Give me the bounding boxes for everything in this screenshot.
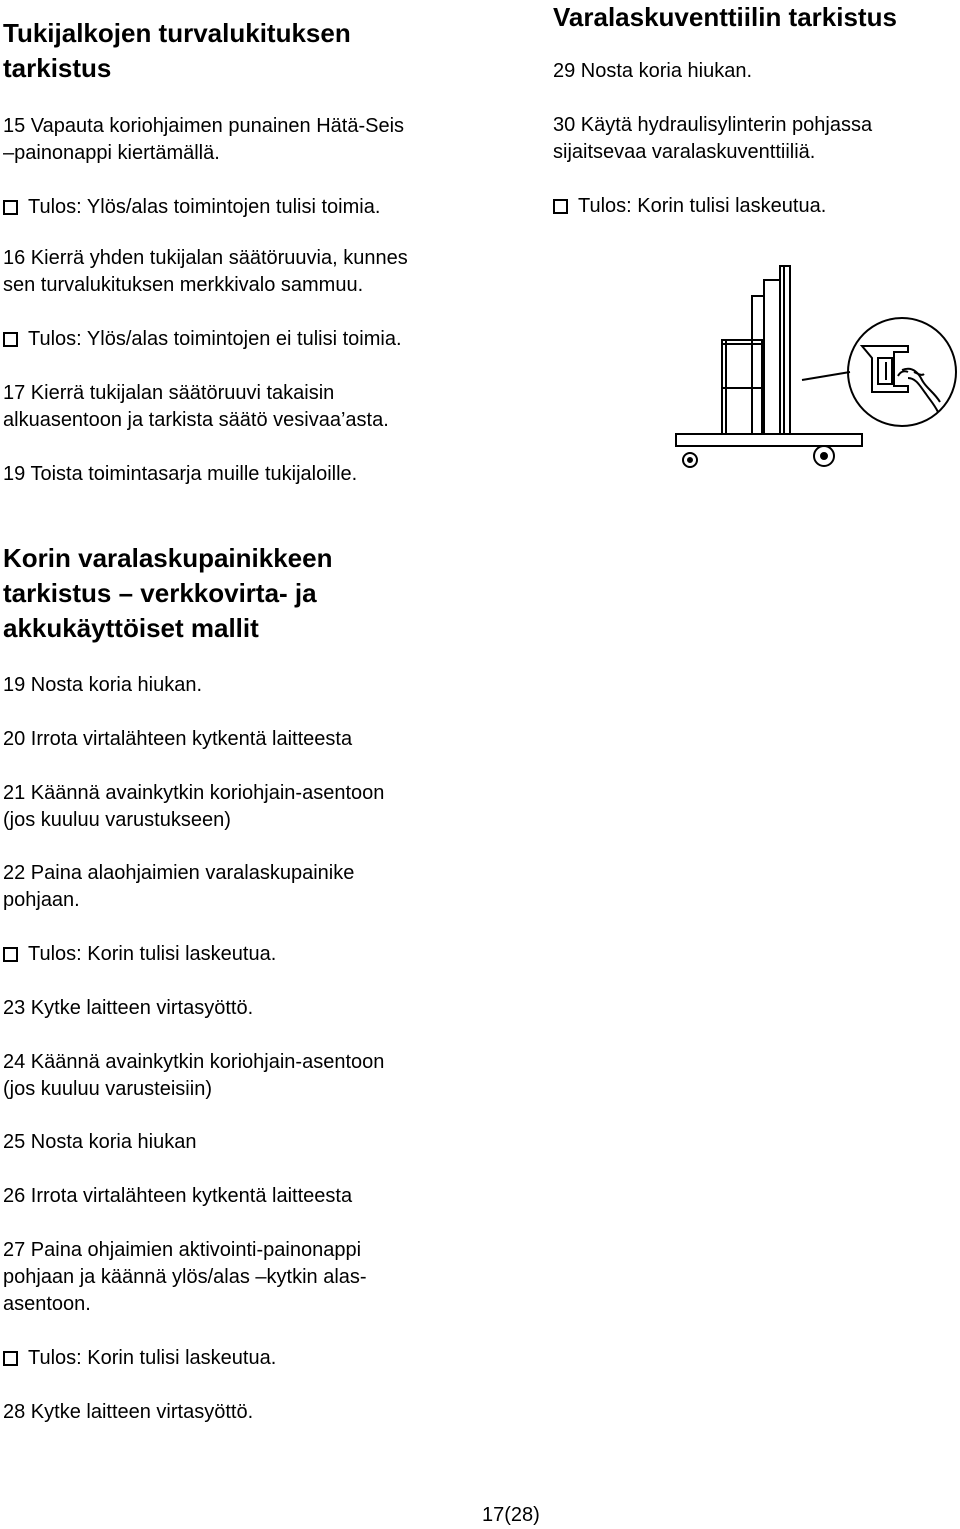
step-19: 19 Nosta koria hiukan. <box>3 674 203 696</box>
heading-emergency-valve-check: Varalaskuventtiilin tarkistus <box>553 2 897 32</box>
checkbox-icon <box>3 1351 18 1366</box>
step-30: 30 Käytä hydraulisylinterin pohjassa sijaitsevaa varalaskuventtiiliä. <box>553 114 873 163</box>
result-valve: Tulos: Korin tulisi laskeutua. <box>553 193 826 220</box>
page-number: 17(28) <box>482 1504 540 1526</box>
lift-drawing <box>676 266 956 467</box>
checkbox-icon <box>3 200 18 215</box>
step-19-repeat: 19 Toista toimintasarja muille tukijaloille. <box>3 463 358 485</box>
step-23: 23 Kytke laitteen virtasyöttö. <box>3 997 254 1019</box>
step-27: 27 Paina ohjaimien aktivointi-painonappi pohjaan ja käännä ylös/alas –kytkin alas- asentoon. <box>3 1239 367 1315</box>
step-25: 25 Nosta koria hiukan <box>3 1131 197 1153</box>
step-20: 20 Irrota virtalähteen kytkentä laitteesta <box>3 728 353 750</box>
step-24: 24 Käännä avainkytkin koriohjain-asentoon (jos kuuluu varusteisiin) <box>3 1051 385 1100</box>
step-21: 21 Käännä avainkytkin koriohjain-asentoon (jos kuuluu varustukseen) <box>3 782 385 831</box>
step-15: 15 Vapauta koriohjaimen punainen Hätä-Seis –painonappi kiertämällä. <box>3 115 405 164</box>
checkbox-icon <box>553 199 568 214</box>
step-26: 26 Irrota virtalähteen kytkentä laitteesta <box>3 1185 353 1207</box>
checkbox-icon <box>3 947 18 962</box>
step-29: 29 Nosta koria hiukan. <box>553 60 753 82</box>
step-17: 17 Kierrä tukijalan säätöruuvi takaisin alkuasentoon ja tarkista säätö vesivaa’asta. <box>3 382 389 431</box>
step-16: 16 Kierrä yhden tukijalan säätöruuvia, kunnes sen turvalukituksen merkkivalo sammuu. <box>3 247 408 296</box>
result-1: Tulos: Ylös/alas toimintojen tulisi toimia. <box>3 194 380 221</box>
result-2: Tulos: Ylös/alas toimintojen ei tulisi toimia. <box>3 326 402 353</box>
lift-valve-illustration <box>672 262 960 472</box>
result-3: Tulos: Korin tulisi laskeutua. <box>3 941 276 968</box>
result-4: Tulos: Korin tulisi laskeutua. <box>3 1345 276 1372</box>
step-22: 22 Paina alaohjaimien varalaskupainike pohjaan. <box>3 862 355 911</box>
step-28: 28 Kytke laitteen virtasyöttö. <box>3 1401 254 1423</box>
heading-support-leg-lock-check: Tukijalkojen turvalukituksen tarkistus <box>3 18 351 83</box>
heading-basket-emergency-button-check: Korin varalaskupainikkeen tarkistus – verkkovirta- ja akkukäyttöiset mallit <box>3 543 333 643</box>
checkbox-icon <box>3 332 18 347</box>
